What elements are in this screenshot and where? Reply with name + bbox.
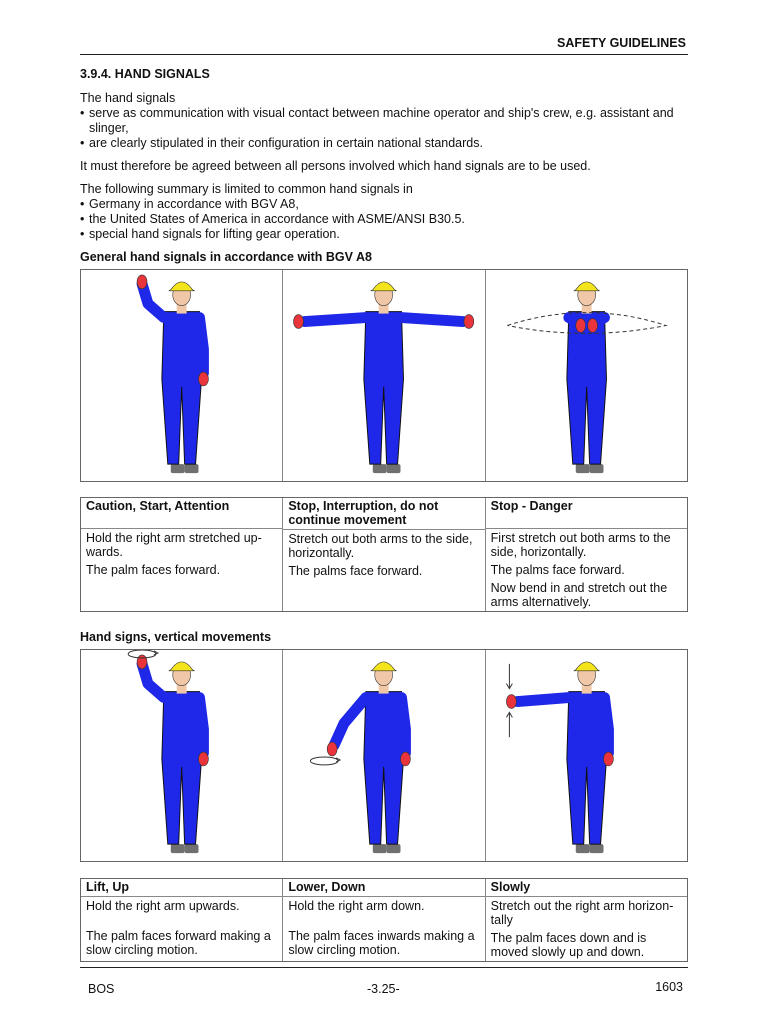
summary-block [80,182,688,242]
table-cell: The palms face forward. [490,563,625,577]
table2-col-slowly [486,879,687,961]
table2-images [80,649,688,862]
table1-col-stop [283,498,485,611]
footer-right: 1603 [655,980,683,994]
table1-title: General hand signals in accordance with BGV A8 [80,250,372,264]
worker-figure [137,275,208,473]
table2-col-lower [283,879,485,961]
section-title: 3.9.4. HAND SIGNALS [80,67,210,81]
table-cell: Stretch out the right arm horizon-tally [490,899,674,927]
table1-images [80,269,688,482]
list-item: • the United States of America in accordance with ASME/ANSI B30.5. [80,212,688,227]
worker-figure [294,282,474,473]
table-cell: Hold the right arm stretched up-wards. [86,531,262,559]
header-rule [80,54,688,55]
table-heading: Slowly [486,879,687,897]
table-cell: Stretch out both arms to the side, horizontally. [288,532,473,560]
summary-lead: The following summary is limited to common hand signals in [80,182,413,196]
table2-text [80,878,688,962]
figure-raised-arm-icon [81,270,282,481]
header-title: SAFETY GUIDELINES [557,36,686,50]
table-cell: The palm faces down and is moved slowly up and down. [490,931,647,959]
list-item: • Germany in accordance with BGV A8, [80,197,688,212]
table-cell: Hold the right arm upwards. [86,899,240,913]
figure-danger [486,270,687,481]
figure-slowly-icon [486,650,687,861]
worker-figure [311,662,411,853]
table-cell: The palm faces forward. [86,563,221,577]
table-cell: The palms face forward. [288,564,423,578]
worker-figure [506,662,613,853]
worker-figure [507,282,665,473]
list-item: • serve as communication with visual contact between machine operator and ship's crew, e.g. assistant and slinger, [80,106,688,136]
figure-slowly [486,650,687,861]
table-heading: Lift, Up [81,879,282,897]
figure-arms-crossing-icon [486,270,687,481]
figure-stop [283,270,485,481]
list-item: • are clearly stipulated in their configuration in certain national standards. [80,136,688,151]
list-item: • special hand signals for lifting gear operation. [80,227,688,242]
table2-title: Hand signs, vertical movements [80,630,272,644]
page-number: -3.25- [367,982,400,996]
figure-arms-out-icon [283,270,484,481]
footer-rule [80,967,688,968]
agree-text: It must therefore be agreed between all persons involved which hand signals are to be used. [80,159,591,173]
figure-lower [283,650,485,861]
table2-col-lift [81,879,283,961]
figure-caution [81,270,283,481]
summary-bullets [80,197,688,242]
table1-col-danger [486,498,687,611]
figure-lift [81,650,283,861]
table-cell: First stretch out both arms to the side, horizontally. [490,531,671,559]
intro-block [80,91,688,151]
content [80,67,688,962]
figure-lower-icon [283,650,484,861]
table-heading: Stop - Danger [486,498,687,529]
table-heading: Lower, Down [283,879,484,897]
intro-lead: The hand signals [80,91,176,105]
table-cell: Now bend in and stretch out the arms alternatively. [490,581,668,609]
footer-left: BOS [88,982,115,996]
table1-text [80,497,688,612]
table-cell: Hold the right arm down. [288,899,425,913]
intro-bullets [80,106,688,151]
table1-col-caution [81,498,283,611]
figure-lift-icon [81,650,282,861]
worker-figure [128,650,208,853]
table-cell: The palm faces inwards making a slow circling motion. [288,929,475,957]
table-heading: Caution, Start, Attention [81,498,282,529]
table-heading: Stop, Interruption, do not continue movement [283,498,484,530]
table-cell: The palm faces forward making a slow circling motion. [86,929,271,957]
